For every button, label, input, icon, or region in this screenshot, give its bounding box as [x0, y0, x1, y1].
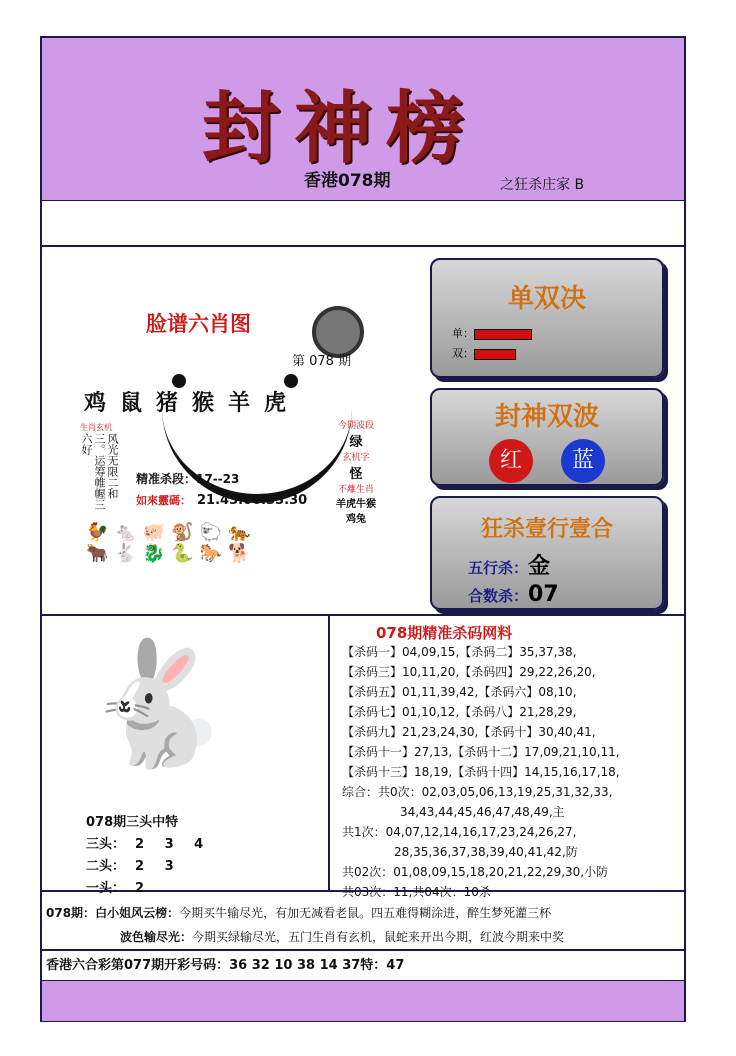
kill-row: 【杀码一】04,09,15,【杀码二】35,37,38,	[342, 645, 577, 659]
two-heads-row	[86, 856, 211, 878]
three-heads-row	[86, 834, 211, 856]
summary-row: 共02次：01,08,09,15,18,20,21,22,29,30,小防	[342, 865, 609, 879]
rabbit-icon: 🐇	[82, 635, 232, 774]
last-draw-result: 香港六合彩第077期开彩号码：36 32 10 38 14 37特：47	[46, 958, 405, 973]
kill-sum-value: 07	[528, 582, 559, 607]
poster-frame	[40, 36, 686, 1022]
blank-band	[42, 201, 684, 247]
mystery-label: 玄机字	[342, 453, 370, 463]
wave-value: 绿	[349, 435, 363, 450]
lower-section	[42, 616, 684, 899]
one-head-label: 一头：	[86, 881, 126, 896]
blue-ball: 蓝	[561, 439, 605, 483]
wave-balls	[432, 439, 662, 483]
element-panel	[430, 496, 664, 610]
single-double-panel	[430, 258, 664, 378]
wave-label: 今期波段	[337, 421, 374, 431]
odd-row	[452, 325, 662, 341]
footer-list-name: 白小姐风云榜：	[95, 906, 180, 920]
summary-row: 综合：共0次：02,03,05,06,13,19,25,31,32,33,	[342, 785, 613, 799]
kill-row: 【杀码五】01,11,39,42,【杀码六】08,10,	[342, 685, 577, 699]
section-divider	[328, 616, 330, 890]
summary-row: 34,43,44,45,46,47,48,49,主	[400, 805, 565, 819]
left-hint-label: 生肖玄机	[80, 423, 112, 432]
zodiac-list: 鸡鼠猪猴羊虎	[84, 390, 301, 416]
right-hint-box	[332, 418, 380, 525]
odd-label: 单：	[452, 327, 474, 340]
three-heads-box	[86, 812, 211, 900]
single-double-title: 单双决	[507, 284, 586, 314]
lucky-codes-label: 如來靈碼：	[136, 494, 191, 507]
three-heads-label: 三头：	[86, 837, 126, 852]
poster-title: 封神榜	[202, 83, 479, 174]
red-ball: 红	[489, 439, 533, 483]
color-wave-panel	[430, 388, 664, 486]
kill-element-value: 金	[528, 554, 551, 579]
kill-row: 【杀码七】01,10,12,【杀码八】21,28,29,	[342, 705, 577, 719]
keep-label: 不離生肖	[337, 485, 374, 495]
three-heads-title: 078期三头中特	[86, 815, 179, 830]
lucky-codes	[136, 492, 307, 508]
header-banner	[42, 38, 684, 201]
kill-row: 【杀码十三】18,19,【杀码十四】14,15,16,17,18,	[342, 765, 620, 779]
issue-label: 香港078期	[304, 171, 391, 191]
footer-issue-label: 078期：	[46, 906, 96, 920]
keep-value: 羊虎牛猴鸡兔	[336, 499, 376, 525]
footer-wave-name: 波色输尽光：	[120, 930, 193, 944]
one-head-value: 2	[135, 881, 153, 896]
kill-element-row	[468, 549, 662, 580]
kill-sum-row	[468, 582, 662, 607]
two-heads-value: 2 3	[135, 859, 182, 874]
mystery-value: 怪	[349, 467, 363, 482]
even-label: 双：	[452, 347, 474, 360]
kill-row: 【杀码十一】27,13,【杀码十二】17,09,21,10,11,	[342, 745, 620, 759]
footer-line-2	[42, 928, 684, 951]
lucky-codes-value: 21.43.06.33.30	[197, 493, 308, 508]
footer-line-1	[42, 904, 684, 921]
footer-list-text: 今期买牛输尽光，有加无减看老鼠。四五难得糊涂进，醉生梦死灌三杯	[179, 906, 552, 920]
left-hint-text: 风光无限二和三。运筹帷幄三六好	[80, 433, 119, 510]
kill-range-label: 精准杀段：	[136, 472, 197, 486]
kill-row: 【杀码三】10,11,20,【杀码四】29,22,26,20,	[342, 665, 596, 679]
footer-line-3	[42, 954, 684, 973]
kill-range-value: 17--23	[196, 472, 240, 486]
kill-codes-title: 078期精准杀码网料	[376, 624, 513, 642]
poster-subtitle: 之狂杀庄家 B	[500, 177, 585, 193]
summary-row: 共1次：04,07,12,14,16,17,23,24,26,27,	[342, 825, 577, 839]
middle-section	[42, 246, 684, 616]
face-chart-issue: 第 078 期	[292, 354, 352, 369]
kill-range	[136, 470, 239, 487]
kill-row: 【杀码九】21,23,24,30,【杀码十】30,40,41,	[342, 725, 596, 739]
even-bar	[474, 349, 516, 360]
animal-icons: 🐓🐁🐖🐒🐑🐅 🐂🐇🐉🐍🐎🐕	[86, 522, 257, 564]
footer-wave-text: 今期买绿输尽光，五门生肖有玄机，鼠蛇来开出今期，红波今期来中奖	[192, 930, 565, 944]
one-head-row	[86, 878, 211, 900]
kill-sum-label: 合数杀：	[468, 587, 529, 605]
kill-codes-list	[342, 642, 678, 902]
three-heads-value: 2 3 4	[135, 837, 212, 852]
summary-row: 共03次：11,共04次：10杀	[342, 885, 491, 899]
odd-bar	[474, 329, 532, 340]
summary-row: 28,35,36,37,38,39,40,41,42,防	[394, 845, 578, 859]
two-heads-label: 二头：	[86, 859, 126, 874]
kill-element-label: 五行杀：	[468, 559, 529, 577]
element-title: 狂杀壹行壹合	[480, 516, 613, 542]
color-wave-title: 封神双波	[494, 402, 599, 432]
even-row	[452, 345, 662, 361]
footer-band	[42, 980, 684, 1021]
face-chart-title: 脸谱六肖图	[146, 312, 251, 336]
